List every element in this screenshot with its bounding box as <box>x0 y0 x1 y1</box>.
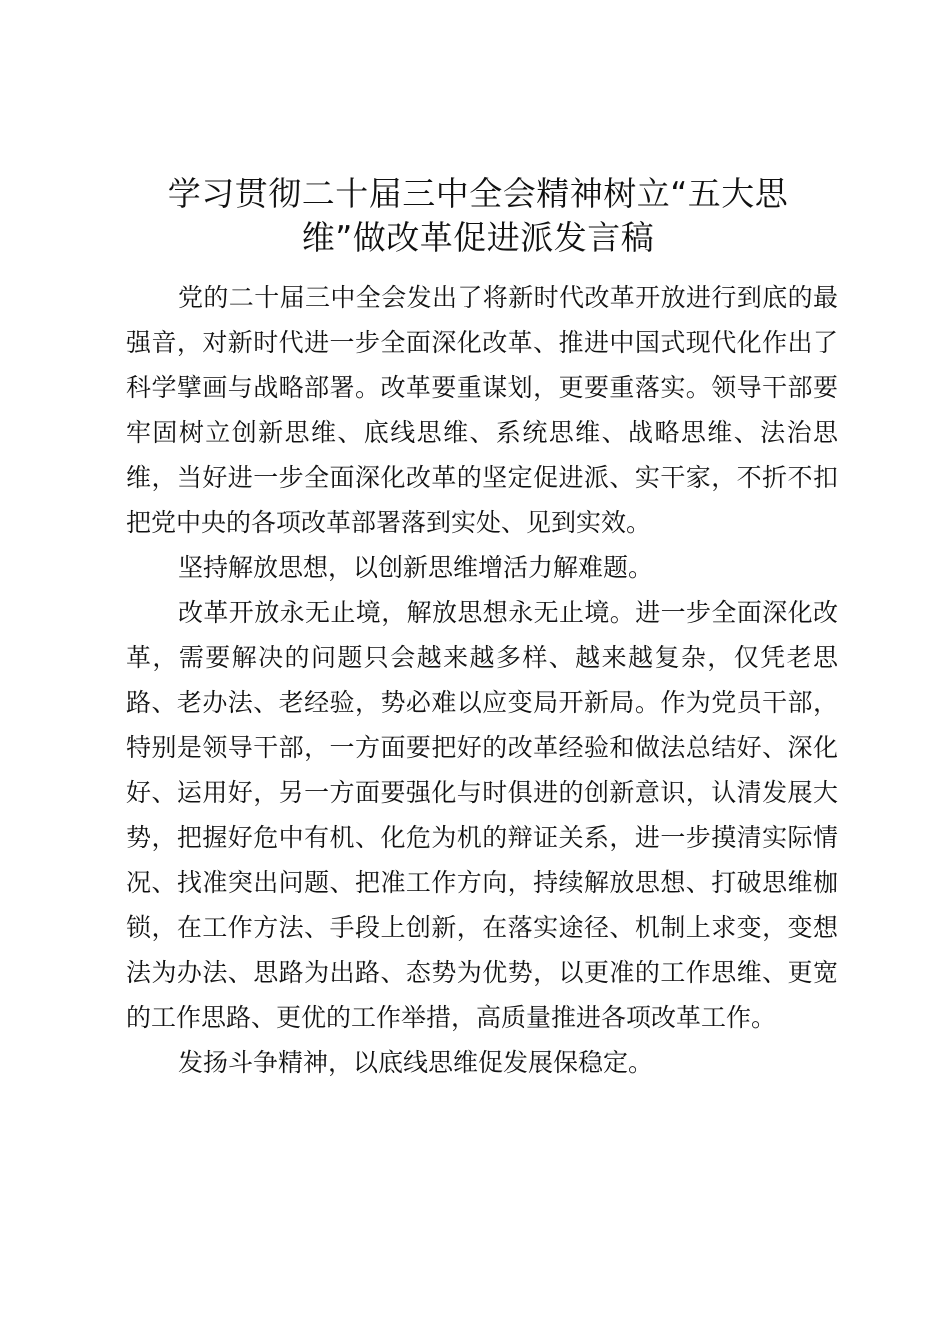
document-body <box>126 275 838 1085</box>
title-line-1: 学习贯彻二十届三中全会精神树立“五大思 <box>167 174 789 213</box>
section-heading-1: 坚持解放思想，以创新思维增活力解难题。 <box>178 553 654 582</box>
paragraph-intro: 党的二十届三中全会发出了将新时代改革开放进行到底的最强音，对新时代进一步全面深化改革、推进中国式现代化作出了科学擘画与战略部署。改革要重谋划，更要重落实。领导干部要牢固树立创新思维、底线思维、系统思维、战略思维、法治思维，当好进一步全面深化改革的坚定促进派、实干家，不折不扣把党中央的各项改革部署落到实处、见到实效。 <box>126 283 838 537</box>
document-title <box>118 172 838 260</box>
paragraph-innovation: 改革开放永无止境，解放思想永无止境。进一步全面深化改革，需要解决的问题只会越来越多样、越来越复杂，仅凭老思路、老办法、老经验，势必难以应变局开新局。作为党员干部，特别是领导干部，一方面要把好的改革经验和做法总结好、深化好、运用好，另一方面要强化与时俱进的创新意识，认清发展大势，把握好危中有机、化危为机的辩证关系，进一步摸清实际情况、找准突出问题、把准工作方向，持续解放思想、打破思维枷锁，在工作方法、手段上创新，在落实途径、机制上求变，变想法为办法、思路为出路、态势为优势，以更准的工作思维、更宽的工作思路、更优的工作举措，高质量推进各项改革工作。 <box>126 598 838 1032</box>
section-heading-2: 发扬斗争精神，以底线思维促发展保稳定。 <box>178 1048 654 1077</box>
title-line-2: 维”做改革促进派发言稿 <box>301 218 655 257</box>
